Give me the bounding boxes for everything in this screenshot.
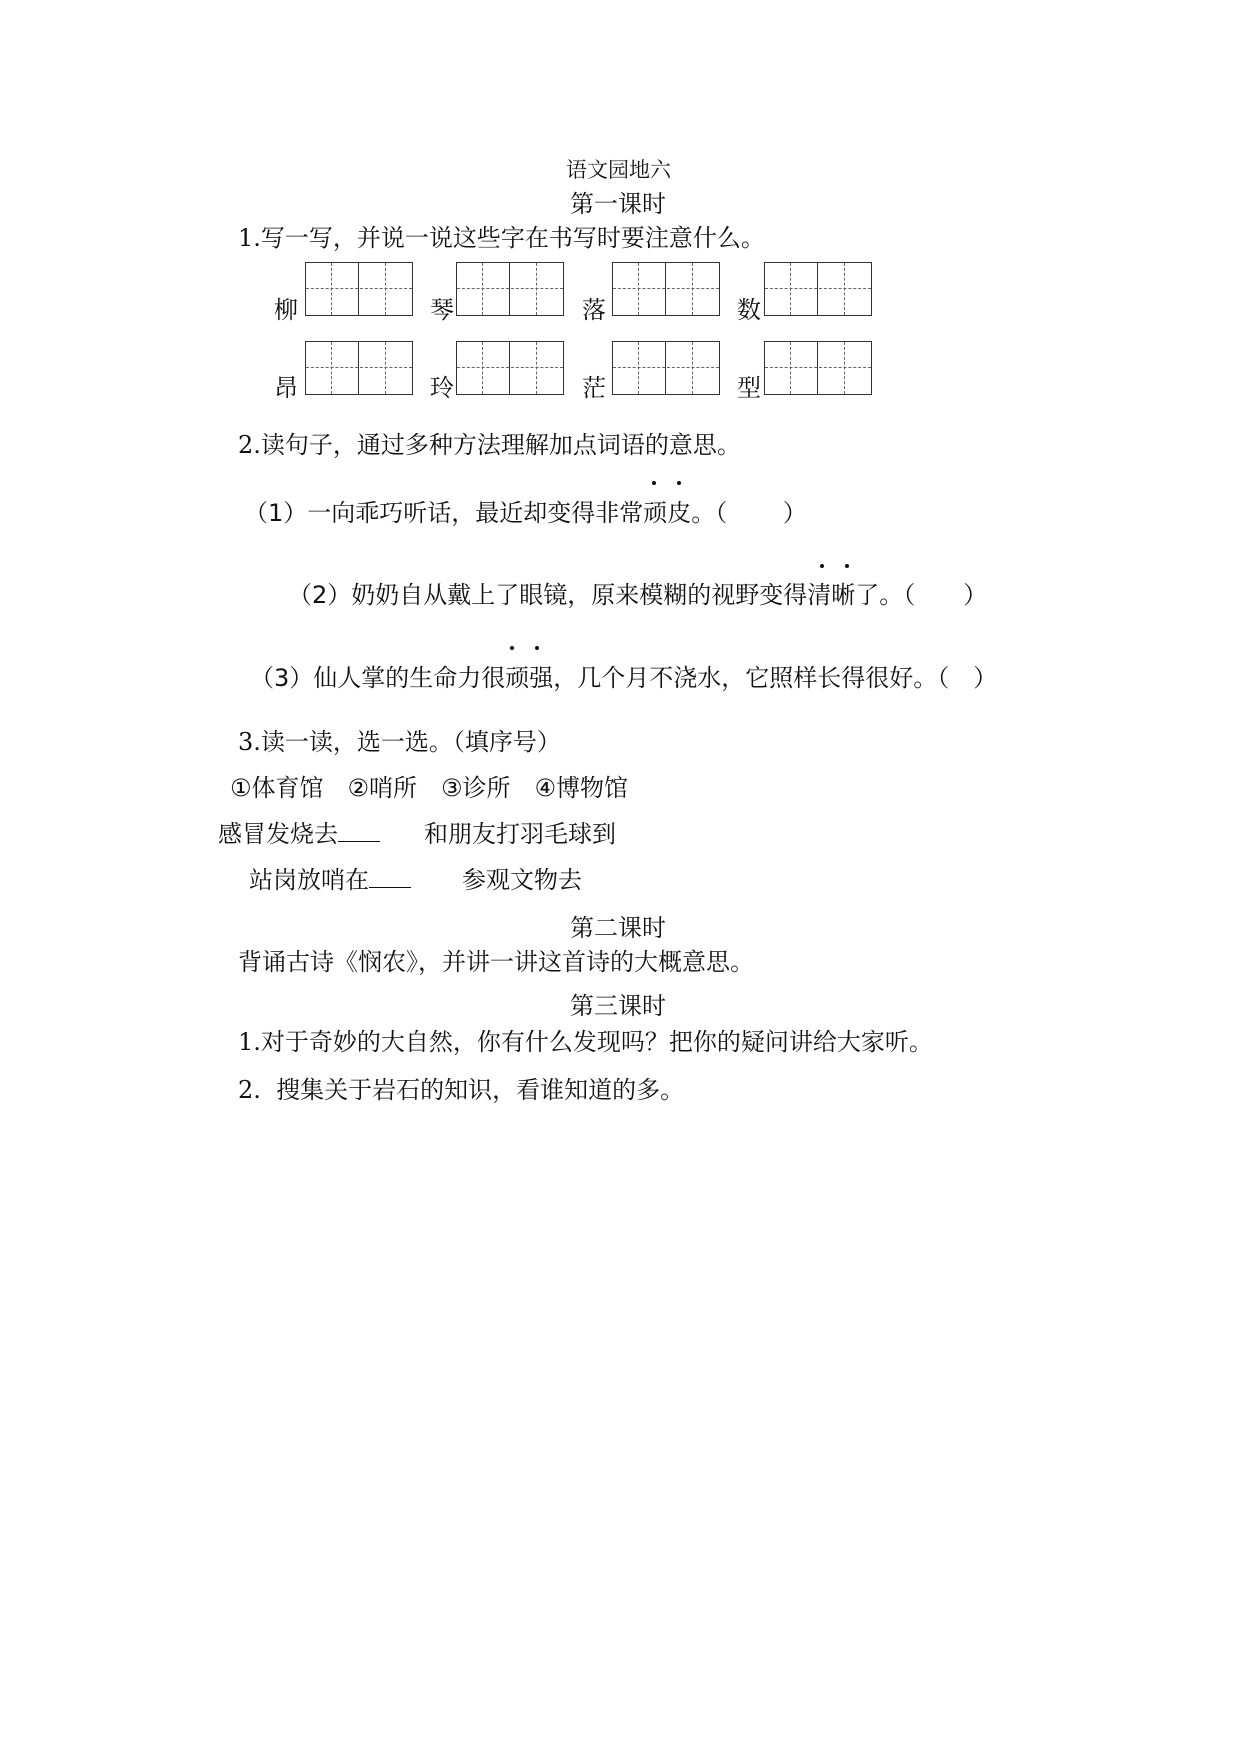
- emphasis-dot: [510, 646, 514, 650]
- lesson3-heading: 第三课时: [570, 992, 666, 1020]
- q2-sentence-2: （2）奶奶自从戴上了眼镜，原来模糊的视野变得清晰了。（ ）: [288, 581, 988, 609]
- q2-sentence-3: （3）仙人掌的生命力很顽强，几个月不浇水，它照样长得很好。（ ）: [250, 664, 998, 692]
- writing-grid[interactable]: [305, 341, 413, 395]
- writing-grid[interactable]: [305, 262, 413, 316]
- writing-grid[interactable]: [456, 262, 564, 316]
- char-label: 型: [737, 374, 761, 402]
- char-label: 玲: [430, 374, 454, 402]
- answer-blank[interactable]: [338, 821, 380, 842]
- lesson3-q2-text: 搜集关于岩石的知识，看谁知道的多。: [276, 1076, 685, 1104]
- lesson3-q1: [238, 1022, 933, 1057]
- lesson3-q1-number: 1.: [238, 1028, 261, 1056]
- emphasis-dot: [845, 564, 849, 568]
- char-label: 落: [582, 296, 606, 324]
- answer-blank[interactable]: [369, 867, 411, 888]
- q2-line: [238, 425, 741, 460]
- lesson3-q2: [238, 1070, 684, 1105]
- q2-text: 读句子，通过多种方法理解加点词语的意思。: [260, 431, 741, 459]
- q2-sentence-1: （1）一向乖巧听话，最近却变得非常顽皮。（ ）: [244, 499, 807, 527]
- q1-number: 1.: [238, 224, 261, 252]
- emphasis-dot: [535, 646, 539, 650]
- writing-grid[interactable]: [612, 341, 720, 395]
- emphasis-dot: [820, 564, 824, 568]
- q3-pair-2-left: [249, 860, 411, 895]
- char-label: 昂: [274, 374, 298, 402]
- q3-prompt: 站岗放哨在: [249, 866, 369, 894]
- q3-pair-2-right: 参观文物去: [462, 866, 582, 894]
- q3-pair-1-right: 和朋友打羽毛球到: [424, 820, 616, 848]
- q3-pair-1-left: [218, 814, 380, 849]
- q3-number: 3.: [238, 728, 261, 756]
- lesson3-q1-text: 对于奇妙的大自然，你有什么发现吗？把你的疑问讲给大家听。: [260, 1028, 933, 1056]
- lesson2-text: 背诵古诗《悯农》，并讲一讲这首诗的大概意思。: [238, 948, 754, 976]
- q3-text: 读一读，选一选。（填序号）: [260, 728, 561, 756]
- page-title: 语文园地六: [566, 158, 671, 182]
- lesson2-heading: 第二课时: [570, 914, 666, 942]
- lesson3-q2-number: 2.: [238, 1076, 261, 1104]
- char-label: 茫: [582, 374, 606, 402]
- emphasis-dot: [677, 481, 681, 485]
- q1-line: [238, 218, 765, 253]
- q3-prompt: 感冒发烧去: [218, 820, 338, 848]
- q3-options: ①体育馆 ②哨所 ③诊所 ④博物馆: [230, 774, 629, 802]
- q3-line: [238, 722, 561, 757]
- lesson1-heading: 第一课时: [570, 190, 666, 218]
- writing-grid[interactable]: [612, 262, 720, 316]
- char-label: 数: [737, 296, 761, 324]
- writing-grid[interactable]: [764, 341, 872, 395]
- emphasis-dot: [652, 481, 656, 485]
- writing-grid[interactable]: [456, 341, 564, 395]
- char-label: 琴: [430, 296, 454, 324]
- writing-grid[interactable]: [764, 262, 872, 316]
- q1-text: 写一写，并说一说这些字在书写时要注意什么。: [260, 224, 765, 252]
- char-label: 柳: [274, 296, 298, 324]
- q2-number: 2.: [238, 431, 261, 459]
